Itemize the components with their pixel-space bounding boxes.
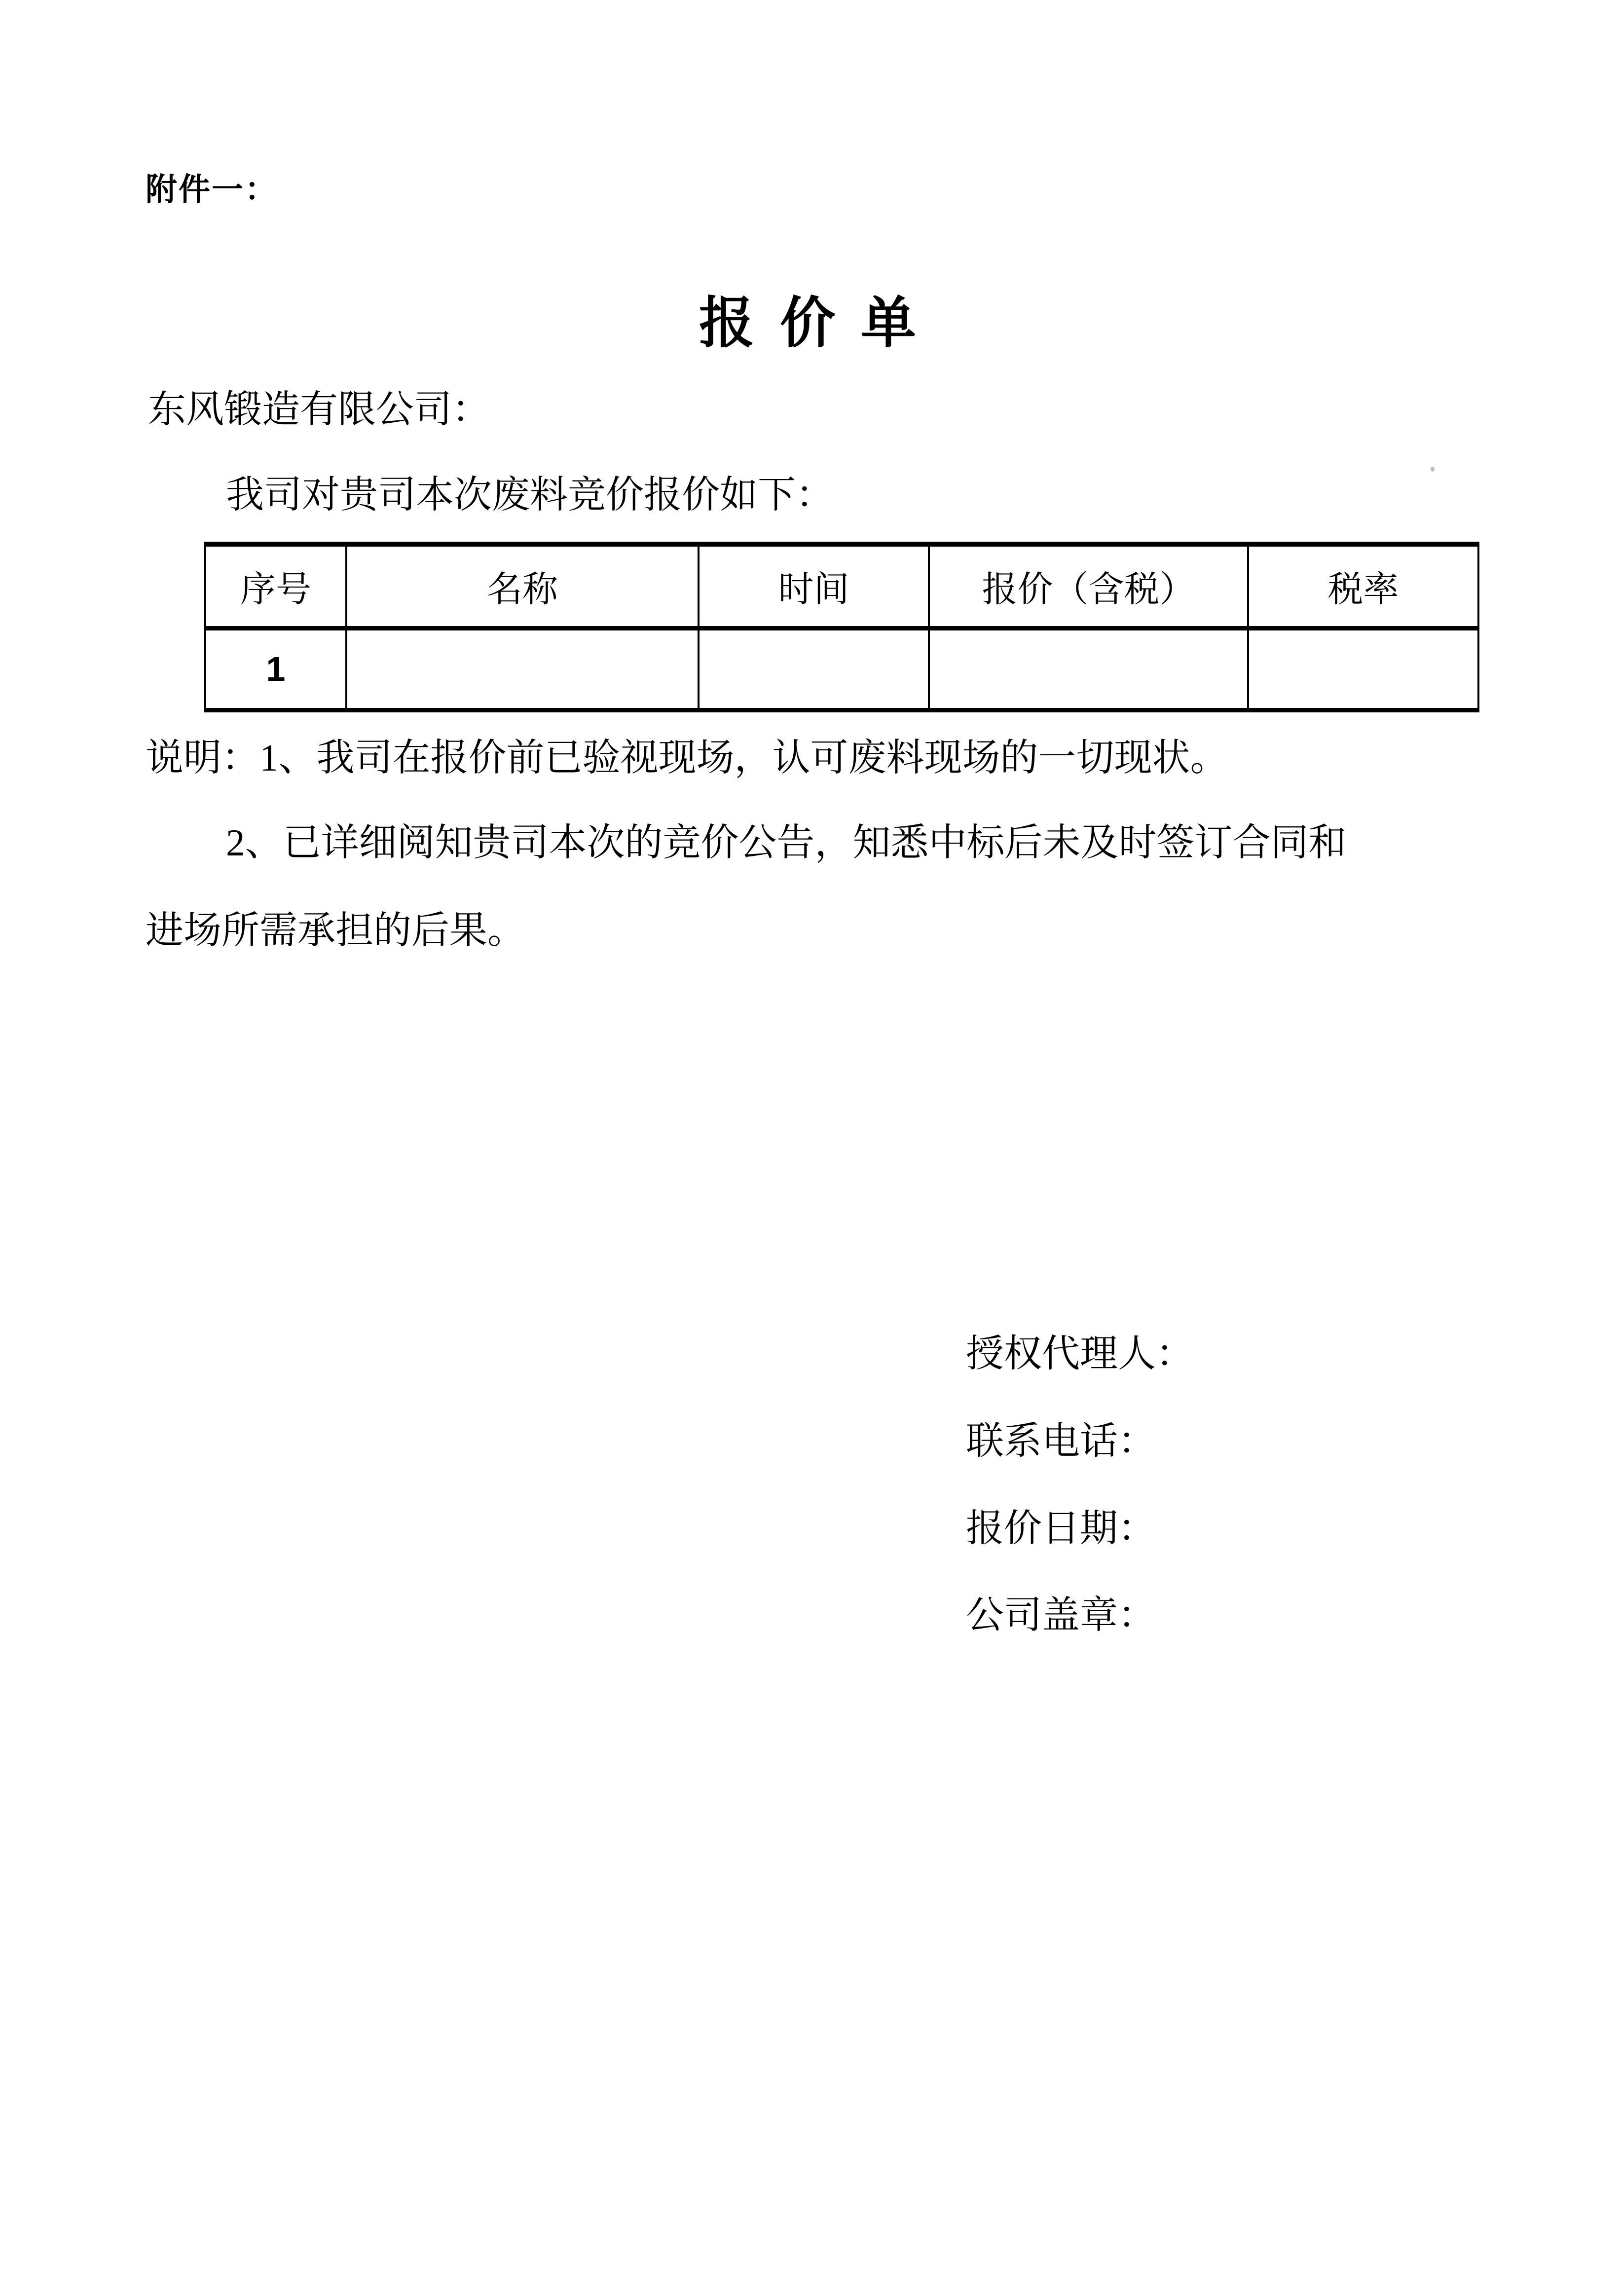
column-header-price: 报价（含税） bbox=[929, 544, 1248, 628]
intro-line: 我司对贵司本次废料竞价报价如下： bbox=[226, 474, 834, 516]
note-line-1: 说明：1、我司在报价前已验视现场，认可废料现场的一切现状。 bbox=[146, 737, 1228, 779]
column-header-tax: 税率 bbox=[1248, 544, 1478, 628]
company-seal-label: 公司盖章： bbox=[966, 1594, 1156, 1636]
note-line-2: 2、已详细阅知贵司本次的竞价公告，知悉中标后未及时签订合同和 bbox=[226, 821, 1347, 864]
row-seq-value: 1 bbox=[266, 649, 286, 688]
cell-seq bbox=[205, 628, 346, 710]
cell-tax bbox=[1248, 628, 1478, 710]
cell-time bbox=[699, 628, 929, 710]
table-row bbox=[205, 628, 1478, 710]
scan-artifact-dot bbox=[1431, 467, 1435, 472]
recipient-line: 东风锻造有限公司： bbox=[148, 388, 490, 431]
column-header-seq: 序号 bbox=[205, 544, 346, 628]
note-line-3: 进场所需承担的后果。 bbox=[146, 909, 525, 952]
cell-name bbox=[346, 628, 699, 710]
authorized-agent-label: 授权代理人： bbox=[966, 1333, 1194, 1375]
attachment-label: 附件一： bbox=[146, 172, 278, 207]
page-title: 报 价 单 bbox=[699, 293, 922, 354]
column-header-time: 时间 bbox=[699, 544, 929, 628]
contact-phone-label: 联系电话： bbox=[966, 1420, 1156, 1462]
quote-date-label: 报价日期： bbox=[966, 1507, 1156, 1550]
quotation-table bbox=[204, 542, 1479, 712]
table-header-row bbox=[205, 544, 1478, 628]
column-header-name: 名称 bbox=[346, 544, 699, 628]
cell-price bbox=[929, 628, 1248, 710]
